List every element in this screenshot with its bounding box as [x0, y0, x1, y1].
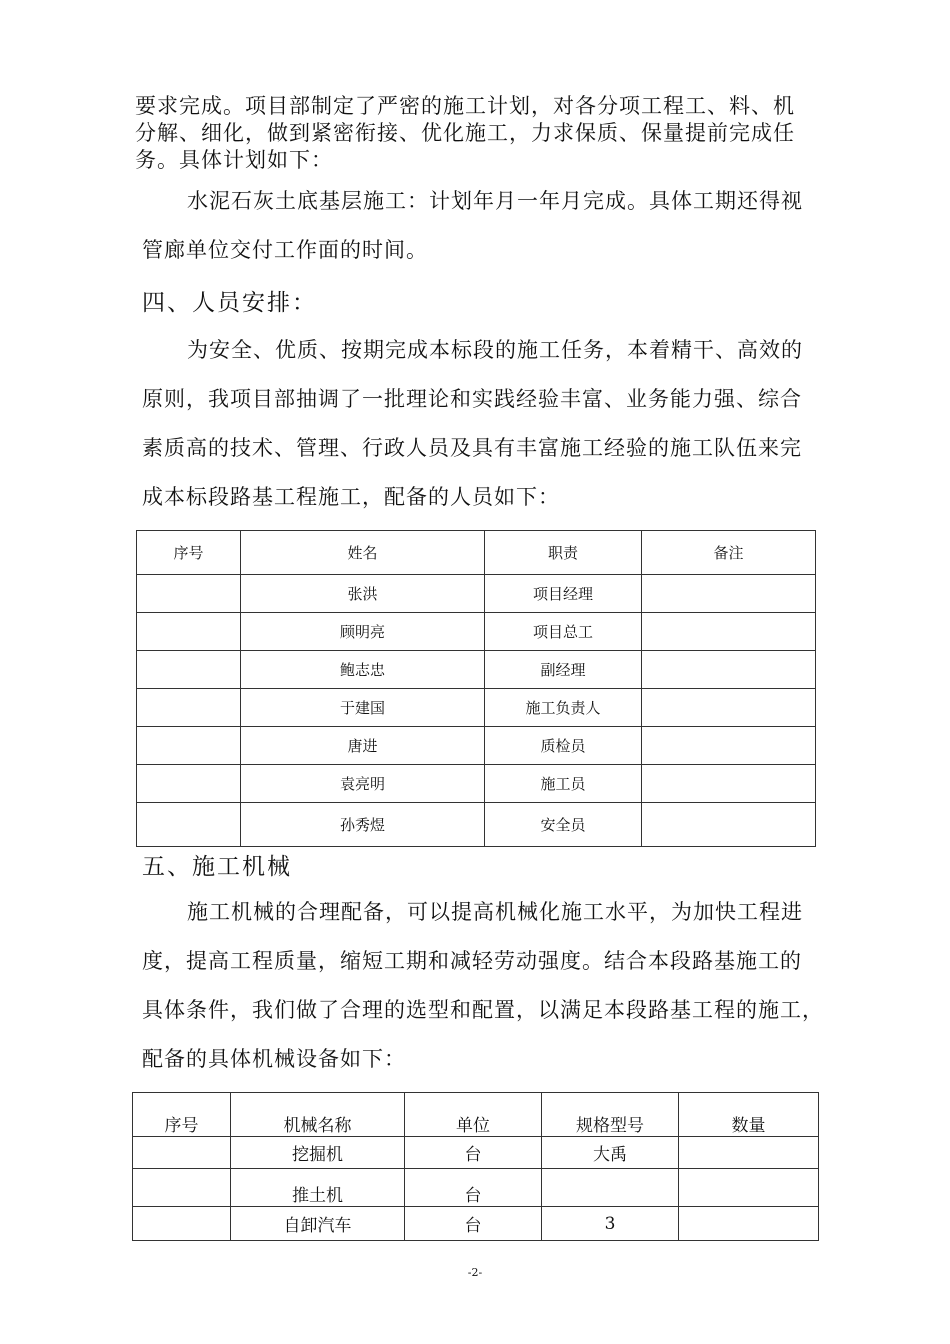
machinery-header-cell: 规格型号: [542, 1093, 679, 1137]
intro-line-2: 分解、细化，做到紧密衔接、优化施工，力求保质、保量提前完成任: [135, 121, 795, 145]
machinery-cell-name: 推土机: [231, 1169, 405, 1207]
machinery-cell-name: 自卸汽车: [231, 1207, 405, 1241]
staff-cell-name: 唐进: [241, 727, 485, 765]
staff-cell-index: [137, 727, 241, 765]
machinery-header-cell: 单位: [405, 1093, 542, 1137]
machinery-header-cell: 数量: [679, 1093, 819, 1137]
intro-line-1: 要求完成。项目部制定了严密的施工计划，对各分项工程工、料、机: [135, 94, 795, 118]
staff-cell-role: 副经理: [485, 651, 642, 689]
machinery-header-cell: 序号: [133, 1093, 231, 1137]
machinery-cell-unit: 台: [405, 1169, 542, 1207]
table-row: [137, 575, 816, 613]
schedule-line-2: 管廊单位交付工作面的时间。: [142, 238, 428, 262]
table-row: [137, 765, 816, 803]
section4-para-line-2: 原则，我项目部抽调了一批理论和实践经验丰富、业务能力强、综合: [142, 387, 802, 411]
staff-cell-name: 鲍志忠: [241, 651, 485, 689]
table-row: [133, 1137, 819, 1169]
schedule-line-1: 水泥石灰土底基层施工：计划年月一年月完成。具体工期还得视: [187, 189, 803, 213]
staff-cell-index: [137, 765, 241, 803]
machinery-table-header: [133, 1093, 819, 1137]
table-row: [137, 689, 816, 727]
staff-cell-name: 袁亮明: [241, 765, 485, 803]
staff-cell-note: [642, 651, 816, 689]
section5-para-line-1: 施工机械的合理配备，可以提高机械化施工水平，为加快工程进: [187, 900, 803, 924]
page-number: -2-: [467, 1266, 483, 1279]
staff-cell-note: [642, 575, 816, 613]
table-row: [137, 727, 816, 765]
table-row: [133, 1207, 819, 1241]
staff-cell-name: 张洪: [241, 575, 485, 613]
machinery-cell-name: 挖掘机: [231, 1137, 405, 1169]
staff-table: [136, 530, 816, 847]
section5-para-line-3: 具体条件，我们做了合理的选型和配置，以满足本段路基工程的施工，: [142, 998, 824, 1022]
section5-heading: 五、施工机械: [142, 854, 292, 880]
machinery-cell-index: [133, 1169, 231, 1207]
machinery-cell-unit: 台: [405, 1207, 542, 1241]
staff-cell-index: [137, 575, 241, 613]
section4-para-line-3: 素质高的技术、管理、行政人员及具有丰富施工经验的施工队伍来完: [142, 436, 802, 460]
staff-cell-role: 项目总工: [485, 613, 642, 651]
staff-cell-role: 质检员: [485, 727, 642, 765]
table-row: [137, 651, 816, 689]
machinery-table: [132, 1092, 819, 1241]
staff-cell-note: [642, 689, 816, 727]
staff-cell-note: [642, 803, 816, 847]
staff-cell-note: [642, 765, 816, 803]
machinery-cell-index: [133, 1137, 231, 1169]
staff-cell-name: 孙秀煜: [241, 803, 485, 847]
staff-cell-index: [137, 613, 241, 651]
staff-cell-role: 安全员: [485, 803, 642, 847]
intro-line-3: 务。具体计划如下：: [135, 148, 333, 172]
staff-table-header: [137, 531, 816, 575]
section4-para-line-1: 为安全、优质、按期完成本标段的施工任务，本着精干、高效的: [187, 338, 803, 362]
machinery-cell-model: 大禹: [542, 1137, 679, 1169]
staff-cell-index: [137, 803, 241, 847]
machinery-cell-model: [542, 1169, 679, 1207]
staff-cell-role: 施工员: [485, 765, 642, 803]
staff-header-cell: 姓名: [241, 531, 485, 575]
machinery-cell-quantity: [679, 1207, 819, 1241]
staff-header-cell: 职责: [485, 531, 642, 575]
machinery-cell-quantity: [679, 1169, 819, 1207]
staff-header-cell: 序号: [137, 531, 241, 575]
machinery-cell-model: 3: [542, 1207, 679, 1241]
section5-para-line-4: 配备的具体机械设备如下：: [142, 1047, 406, 1071]
staff-cell-name: 顾明亮: [241, 613, 485, 651]
machinery-cell-index: [133, 1207, 231, 1241]
section5-para-line-2: 度，提高工程质量，缩短工期和减轻劳动强度。结合本段路基施工的: [142, 949, 802, 973]
table-row: [133, 1169, 819, 1207]
section4-heading: 四、人员安排：: [142, 290, 317, 316]
staff-header-cell: 备注: [642, 531, 816, 575]
staff-cell-role: 施工负责人: [485, 689, 642, 727]
machinery-cell-unit: 台: [405, 1137, 542, 1169]
staff-cell-note: [642, 613, 816, 651]
machinery-header-cell: 机械名称: [231, 1093, 405, 1137]
section4-para-line-4: 成本标段路基工程施工，配备的人员如下：: [142, 485, 560, 509]
table-row: [137, 803, 816, 847]
staff-cell-index: [137, 651, 241, 689]
staff-cell-role: 项目经理: [485, 575, 642, 613]
staff-cell-index: [137, 689, 241, 727]
machinery-cell-quantity: [679, 1137, 819, 1169]
staff-cell-note: [642, 727, 816, 765]
staff-cell-name: 于建国: [241, 689, 485, 727]
table-row: [137, 613, 816, 651]
